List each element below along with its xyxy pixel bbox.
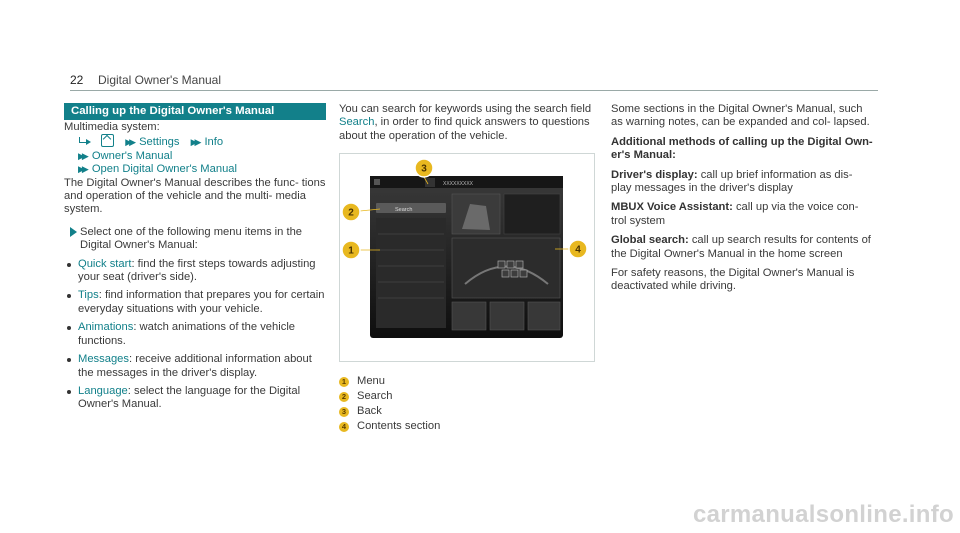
search-intro	[339, 103, 595, 143]
menu-list	[376, 218, 446, 328]
callout-badge: 1	[339, 377, 349, 387]
method-label: MBUX Voice Assistant:	[611, 201, 733, 214]
nav-settings[interactable]: Settings	[139, 136, 180, 149]
method-drivers-display	[611, 169, 873, 196]
search-field-text: Search	[395, 207, 413, 213]
screen-illustration	[339, 153, 595, 362]
method-label: Global search:	[611, 234, 689, 247]
item-text: : find the first steps towards adjusting your seat (driver's side).	[78, 257, 316, 284]
menu-item-messages[interactable]: Messages	[78, 353, 129, 366]
watermark: carmanualsonline.info	[692, 501, 954, 528]
thumbnail-small	[490, 302, 524, 330]
svg-text:1: 1	[348, 245, 354, 257]
list-item	[64, 353, 326, 380]
method-label: Driver's display:	[611, 168, 698, 181]
item-text: : receive additional information about the messages in the driver's display.	[78, 353, 312, 379]
page-number: 22	[70, 73, 84, 87]
double-chevron-icon: ▶▶	[125, 137, 134, 148]
legend-item	[339, 404, 440, 419]
legend-label: Back	[357, 405, 382, 417]
legend-label: Menu	[357, 375, 385, 387]
method-text: call up search results for contents of the Digital Owner's Manual in the home screen	[611, 234, 871, 260]
column-1	[64, 103, 326, 412]
nav-open-manual[interactable]: Open Digital Owner's Manual	[91, 163, 237, 176]
callout-badge: 2	[339, 392, 349, 402]
list-item	[64, 289, 326, 316]
step-arrow-icon	[70, 227, 77, 237]
menu-item-tips[interactable]: Tips	[78, 289, 99, 302]
return-arrow-icon	[78, 137, 90, 146]
menu-item-language[interactable]: Language	[78, 384, 128, 397]
system-label: Multimedia system:	[64, 121, 160, 133]
double-chevron-icon: ▶▶	[78, 150, 86, 161]
callout-badge: 3	[339, 407, 349, 417]
step-text: Select one of the following menu items in the Digital Owner's Manual:	[80, 225, 303, 252]
method-text: call up brief information as dis- play messages in the driver's display	[611, 168, 853, 195]
intro-text: You can search for keywords using the search field	[339, 103, 592, 115]
back-square-icon	[374, 179, 380, 185]
running-title: Digital Owner's Manual	[98, 73, 222, 87]
menu-item-quick-start[interactable]: Quick start	[78, 257, 132, 270]
double-chevron-icon: ▶▶	[190, 137, 199, 148]
column-2	[339, 103, 595, 143]
item-text: : find information that prepares you for certain everyday situations with your vehicle.	[78, 289, 325, 315]
thumbnail-small	[452, 302, 486, 330]
instruction-step	[64, 226, 326, 253]
list-item	[64, 321, 326, 348]
methods-heading: Additional methods of calling up the Digital Own- er's Manual:	[611, 135, 873, 162]
legend-item	[339, 374, 440, 389]
list-item	[64, 385, 326, 412]
item-text: : watch animations of the vehicle functions.	[78, 321, 296, 347]
method-global-search	[611, 234, 873, 261]
nav-info[interactable]: Info	[204, 136, 224, 149]
screen-illustration-svg	[340, 154, 594, 361]
menu-item-animations[interactable]: Animations	[78, 321, 134, 334]
svg-text:3: 3	[421, 163, 427, 175]
item-text: : select the language for the Digital Owner's Manual.	[78, 384, 301, 411]
thumbnail-interior	[452, 238, 560, 298]
search-link[interactable]: Search	[339, 116, 375, 129]
thumbnail-small	[528, 302, 560, 330]
home-icon[interactable]	[101, 134, 114, 147]
intro-text: , in order to find quick answers to questions about the operation of the vehicle.	[339, 116, 590, 142]
callout-2	[342, 203, 360, 221]
nav-owners-manual[interactable]: Owner's Manual	[91, 149, 173, 162]
double-chevron-icon: ▶▶	[78, 164, 86, 175]
svg-text:4: 4	[575, 244, 581, 256]
method-text: call up via the voice con- trol system	[611, 201, 859, 227]
callout-4	[569, 240, 587, 258]
legend-item	[339, 419, 440, 434]
legend-label: Search	[357, 390, 393, 402]
column-3	[611, 103, 873, 294]
expand-info: Some sections in the Digital Owner's Manual, such as warning notes, can be expanded and col- lapsed.	[611, 103, 870, 129]
svg-text:2: 2	[348, 207, 354, 219]
method-voice-assistant	[611, 201, 873, 228]
safety-note: For safety reasons, the Digital Owner's Manual is deactivated while driving.	[611, 267, 855, 293]
legend-label: Contents section	[357, 420, 441, 432]
callout-1	[342, 241, 360, 259]
nav-path-line3	[64, 163, 326, 176]
list-item	[64, 258, 326, 285]
nav-path-line1	[64, 134, 326, 149]
content-tile	[504, 194, 560, 234]
figure-legend	[339, 374, 440, 434]
page-header	[70, 70, 878, 91]
callout-3	[415, 159, 433, 177]
section-heading: Calling up the Digital Owner's Manual	[64, 103, 326, 120]
back-button	[425, 178, 435, 187]
description: The Digital Owner's Manual describes the func- tions and operation of the vehicle and the multi- media system.	[64, 176, 326, 216]
legend-item	[339, 389, 440, 404]
callout-badge: 4	[339, 422, 349, 432]
top-text: XXXXXXXXX	[443, 181, 474, 187]
nav-path-line2	[64, 150, 326, 163]
